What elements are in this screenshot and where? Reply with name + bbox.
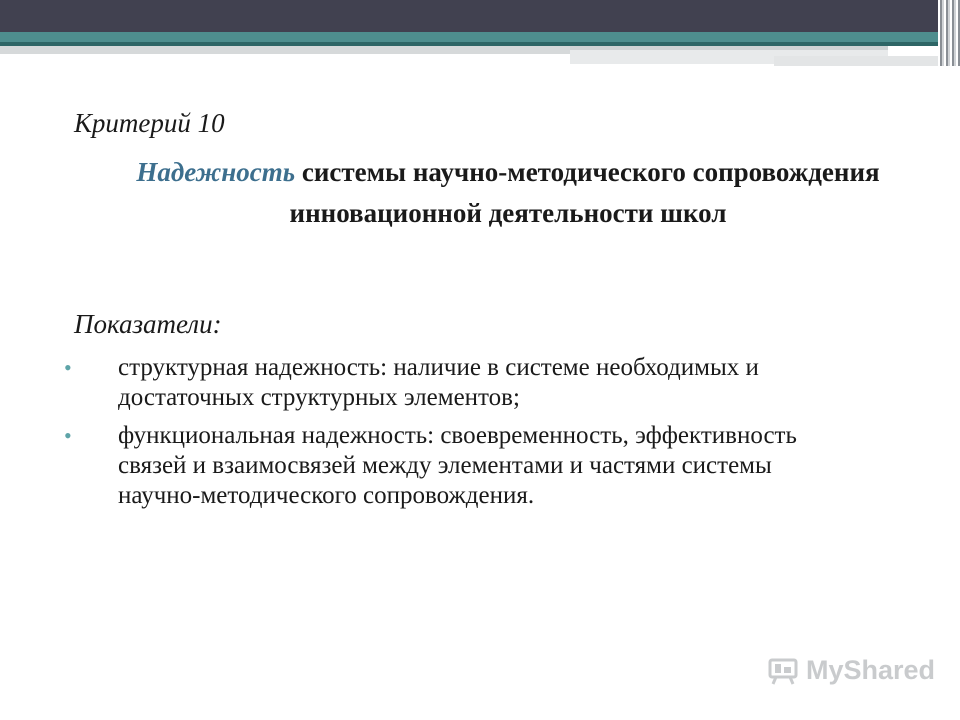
- list-item-text: функциональная надежность: своевременность, эффективность связей и взаимосвязей между элементами и частями системы научно-методического сопровождения.: [118, 422, 797, 509]
- top-bar: [0, 0, 960, 32]
- watermark: [768, 655, 935, 686]
- list-item: [64, 353, 848, 413]
- criterion-label: Критерий 10: [74, 108, 225, 138]
- presentation-icon: [768, 657, 802, 685]
- title-accent: Надежность: [136, 157, 296, 187]
- watermark-text: MyShared: [806, 655, 936, 685]
- indicator-list: [64, 353, 848, 511]
- indicators-label: Показатели:: [74, 309, 222, 339]
- grey-strip-4: [774, 56, 940, 66]
- teal-band: [0, 32, 940, 42]
- bullet-dot: •: [64, 423, 72, 448]
- list-item: [64, 421, 848, 511]
- right-edge-lines: [938, 0, 960, 66]
- bullet-dot: •: [64, 355, 72, 380]
- list-item-text: структурная надежность: наличие в системе необходимых и достаточных структурных элементов;: [118, 354, 759, 411]
- grey-strip: [0, 46, 570, 54]
- slide-title: [108, 152, 908, 234]
- title-rest: системы научно-методического сопровождения инновационной деятельности школ: [289, 157, 880, 228]
